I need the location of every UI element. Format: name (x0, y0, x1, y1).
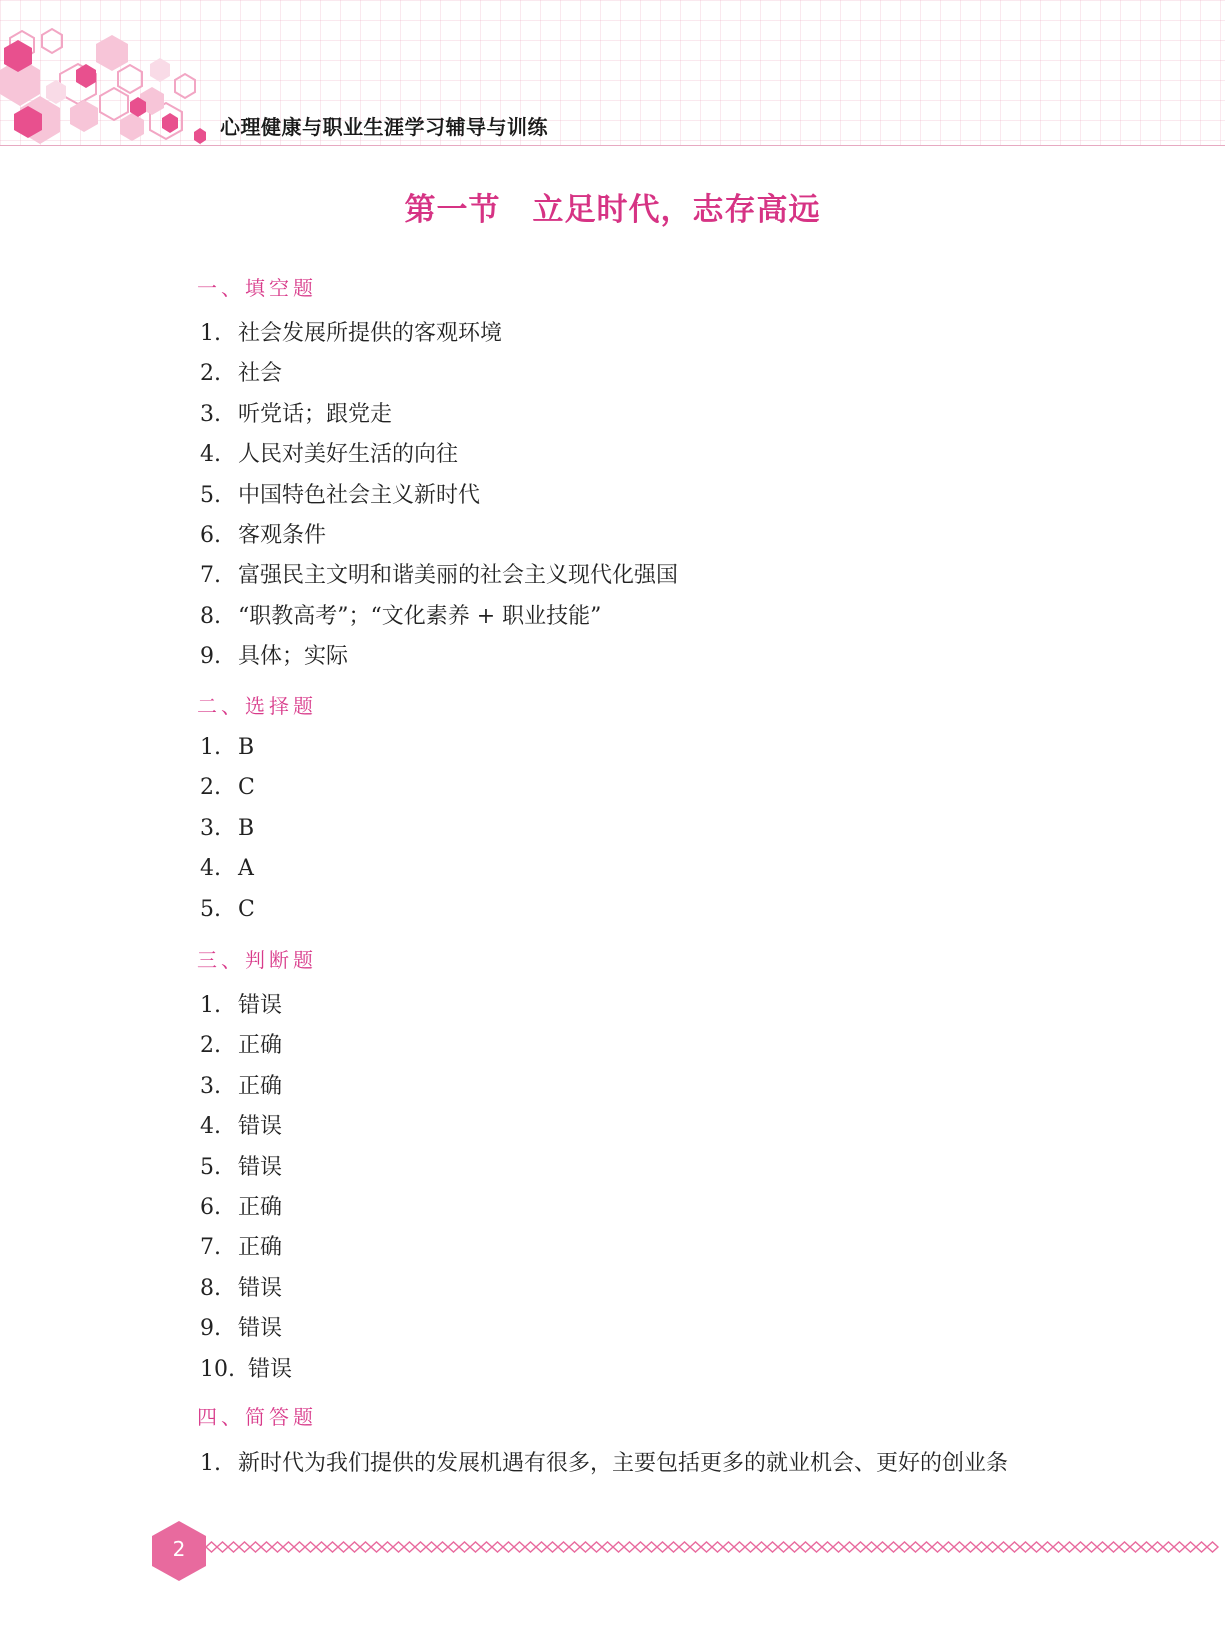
chain-link (932, 1542, 943, 1552)
chain-link (305, 1542, 316, 1552)
chain-link (877, 1542, 888, 1552)
answer-number: 2. (200, 775, 221, 801)
answer-number: 5. (200, 1154, 221, 1180)
hexagon-decoration-icon (0, 0, 210, 145)
answer-item (200, 1069, 282, 1100)
chain-link (1141, 1542, 1152, 1552)
answer-text: 错误 (238, 1114, 283, 1140)
chain-link (426, 1542, 437, 1552)
answer-item (200, 988, 282, 1019)
chain-link (1185, 1542, 1196, 1552)
chain-link (811, 1542, 822, 1552)
answer-text: 错误 (238, 1154, 283, 1180)
chain-link (1196, 1542, 1207, 1552)
answer-number: 3. (200, 401, 221, 427)
answer-number: 6. (200, 523, 221, 548)
answer-item (200, 639, 348, 670)
answer-text: 正确 (238, 1195, 283, 1220)
chain-link (624, 1542, 635, 1552)
chain-link (1086, 1542, 1097, 1552)
section-heading: 四、简答题 (197, 1405, 317, 1429)
chain-link (591, 1542, 602, 1552)
chain-link (569, 1542, 580, 1552)
answer-text: 正确 (238, 1033, 283, 1059)
answer-number: 2. (200, 361, 221, 387)
answer-item (200, 1446, 1008, 1477)
chain-link (866, 1542, 877, 1552)
answer-item (200, 1109, 282, 1140)
answer-text: 富强民主文明和谐美丽的社会主义现代化强国 (238, 563, 679, 589)
chain-link (1064, 1542, 1075, 1552)
chain-link (1097, 1542, 1108, 1552)
answer-item (200, 735, 254, 760)
answer-item (200, 356, 282, 387)
section-title: 第一节 立足时代，志存高远 (404, 192, 821, 228)
chain-link (1031, 1542, 1042, 1552)
chain-link (646, 1542, 657, 1552)
answer-number: 9. (200, 644, 221, 670)
answer-item (200, 437, 458, 468)
answer-text: 错误 (238, 1316, 283, 1342)
chain-link (349, 1542, 360, 1552)
answer-text: 错误 (238, 1275, 283, 1301)
answer-text: B (238, 735, 255, 760)
chain-link (360, 1542, 371, 1552)
answer-number: 5. (200, 482, 221, 508)
chain-link (1174, 1542, 1185, 1552)
answer-number: 1. (200, 993, 221, 1018)
answer-item (200, 316, 502, 347)
chain-link (888, 1542, 899, 1552)
answer-item (200, 1271, 282, 1302)
chain-link (415, 1542, 426, 1552)
answer-text: 社会 (238, 361, 283, 387)
answer-number: 1. (200, 735, 221, 760)
chain-link (492, 1542, 503, 1552)
chain-link (701, 1542, 712, 1552)
chain-link (503, 1542, 514, 1552)
chain-link (217, 1542, 228, 1552)
chain-link (712, 1542, 723, 1552)
answer-number: 5. (200, 896, 221, 922)
answer-number: 4. (200, 442, 221, 468)
chain-link (404, 1542, 415, 1552)
chain-link (745, 1542, 756, 1552)
answer-number: 2. (200, 1033, 221, 1059)
chain-link (1075, 1542, 1086, 1552)
chain-link (1152, 1542, 1163, 1552)
answer-number: 8. (200, 603, 221, 629)
answer-text: 人民对美好生活的向往 (238, 442, 459, 468)
chain-link (855, 1542, 866, 1552)
answer-item (200, 856, 254, 881)
chain-link (899, 1542, 910, 1552)
chain-link (789, 1542, 800, 1552)
chain-link (987, 1542, 998, 1552)
answer-number: 7. (200, 563, 221, 589)
chain-link (657, 1542, 668, 1552)
page-header (0, 0, 1225, 146)
chain-link (283, 1542, 294, 1552)
section-heading: 三、判断题 (197, 948, 317, 972)
chain-link (910, 1542, 921, 1552)
chain-link (778, 1542, 789, 1552)
page-number: 2 (172, 1537, 186, 1561)
chain-link (437, 1542, 448, 1552)
chain-link (965, 1542, 976, 1552)
chain-link (316, 1542, 327, 1552)
answer-number: 1. (200, 1451, 221, 1476)
chain-link (800, 1542, 811, 1552)
chain-link (272, 1542, 283, 1552)
answer-item (200, 816, 254, 841)
chain-link (239, 1542, 250, 1552)
answer-text: 正确 (238, 1073, 283, 1099)
chain-link (1042, 1542, 1053, 1552)
answer-text: 具体；实际 (238, 644, 349, 670)
section-heading: 一、填空题 (197, 276, 317, 300)
answer-number: 1. (200, 321, 221, 346)
chain-link (481, 1542, 492, 1552)
chain-divider (206, 1540, 1225, 1554)
chain-link (228, 1542, 239, 1552)
chain-link (1207, 1542, 1218, 1552)
answer-number: 8. (200, 1275, 221, 1301)
chain-link (514, 1542, 525, 1552)
chain-link (833, 1542, 844, 1552)
answer-number: 10. (200, 1356, 235, 1382)
chain-link (558, 1542, 569, 1552)
chain-link (921, 1542, 932, 1552)
chain-link (250, 1542, 261, 1552)
chain-link (1163, 1542, 1174, 1552)
chain-link (448, 1542, 459, 1552)
answer-item (200, 518, 326, 549)
answer-item (200, 558, 678, 589)
chain-link (756, 1542, 767, 1552)
answer-text: 中国特色社会主义新时代 (238, 482, 481, 508)
chain-link (382, 1542, 393, 1552)
chain-link (525, 1542, 536, 1552)
chain-link (1119, 1542, 1130, 1552)
chain-link (393, 1542, 404, 1552)
chain-link (734, 1542, 745, 1552)
answer-text: 社会发展所提供的客观环境 (238, 321, 503, 346)
answer-item (200, 1230, 282, 1261)
answer-item (200, 599, 601, 630)
chain-link (459, 1542, 470, 1552)
chain-link (998, 1542, 1009, 1552)
chain-link (1130, 1542, 1141, 1552)
chain-link (1053, 1542, 1064, 1552)
chain-link (679, 1542, 690, 1552)
answer-text: 错误 (238, 993, 283, 1018)
answer-text: C (238, 896, 255, 922)
chain-link (1108, 1542, 1119, 1552)
chain-link (580, 1542, 591, 1552)
chain-link (690, 1542, 701, 1552)
answer-text: 正确 (238, 1235, 283, 1261)
chain-link (954, 1542, 965, 1552)
answer-item (200, 1028, 282, 1059)
answer-text: 错误 (248, 1356, 293, 1382)
answer-item (200, 478, 480, 509)
answer-item (200, 1190, 282, 1221)
chain-link (613, 1542, 624, 1552)
chain-link (943, 1542, 954, 1552)
chain-link (1020, 1542, 1031, 1552)
answer-item (200, 897, 255, 922)
chain-link (668, 1542, 679, 1552)
answer-text: “职教高考”；“文化素养 + 职业技能” (238, 603, 602, 629)
chain-link (767, 1542, 778, 1552)
chain-link (536, 1542, 547, 1552)
book-title: 心理健康与职业生涯学习辅导与训练 (220, 115, 548, 139)
answer-text: 新时代为我们提供的发展机遇有很多，主要包括更多的就业机会、更好的创业条 (238, 1451, 1009, 1476)
chain-link (976, 1542, 987, 1552)
answer-text: B (238, 815, 255, 841)
chain-link (635, 1542, 646, 1552)
answer-text: C (238, 775, 255, 801)
answer-number: 7. (200, 1235, 221, 1261)
chain-link (723, 1542, 734, 1552)
answer-item (200, 397, 392, 428)
answer-number: 9. (200, 1316, 221, 1342)
answer-text: 客观条件 (238, 523, 327, 548)
chain-link (338, 1542, 349, 1552)
chain-link (206, 1542, 217, 1552)
chain-link (844, 1542, 855, 1552)
answer-number: 6. (200, 1195, 221, 1220)
answer-text: 听党话；跟党走 (238, 401, 393, 427)
chain-link (470, 1542, 481, 1552)
answer-item (200, 775, 255, 800)
section-heading: 二、选择题 (197, 694, 317, 718)
answer-number: 3. (200, 815, 221, 841)
answer-item (200, 1150, 282, 1181)
chain-link (1009, 1542, 1020, 1552)
answer-number: 4. (200, 856, 221, 882)
answer-number: 4. (200, 1114, 221, 1140)
chain-link (547, 1542, 558, 1552)
answer-number: 3. (200, 1073, 221, 1099)
chain-link (602, 1542, 613, 1552)
chain-link (261, 1542, 272, 1552)
chain-link (327, 1542, 338, 1552)
answer-item (200, 1352, 292, 1383)
chain-link (822, 1542, 833, 1552)
answer-item (200, 1311, 282, 1342)
chain-link (371, 1542, 382, 1552)
chain-link (294, 1542, 305, 1552)
answer-text: A (238, 856, 254, 882)
